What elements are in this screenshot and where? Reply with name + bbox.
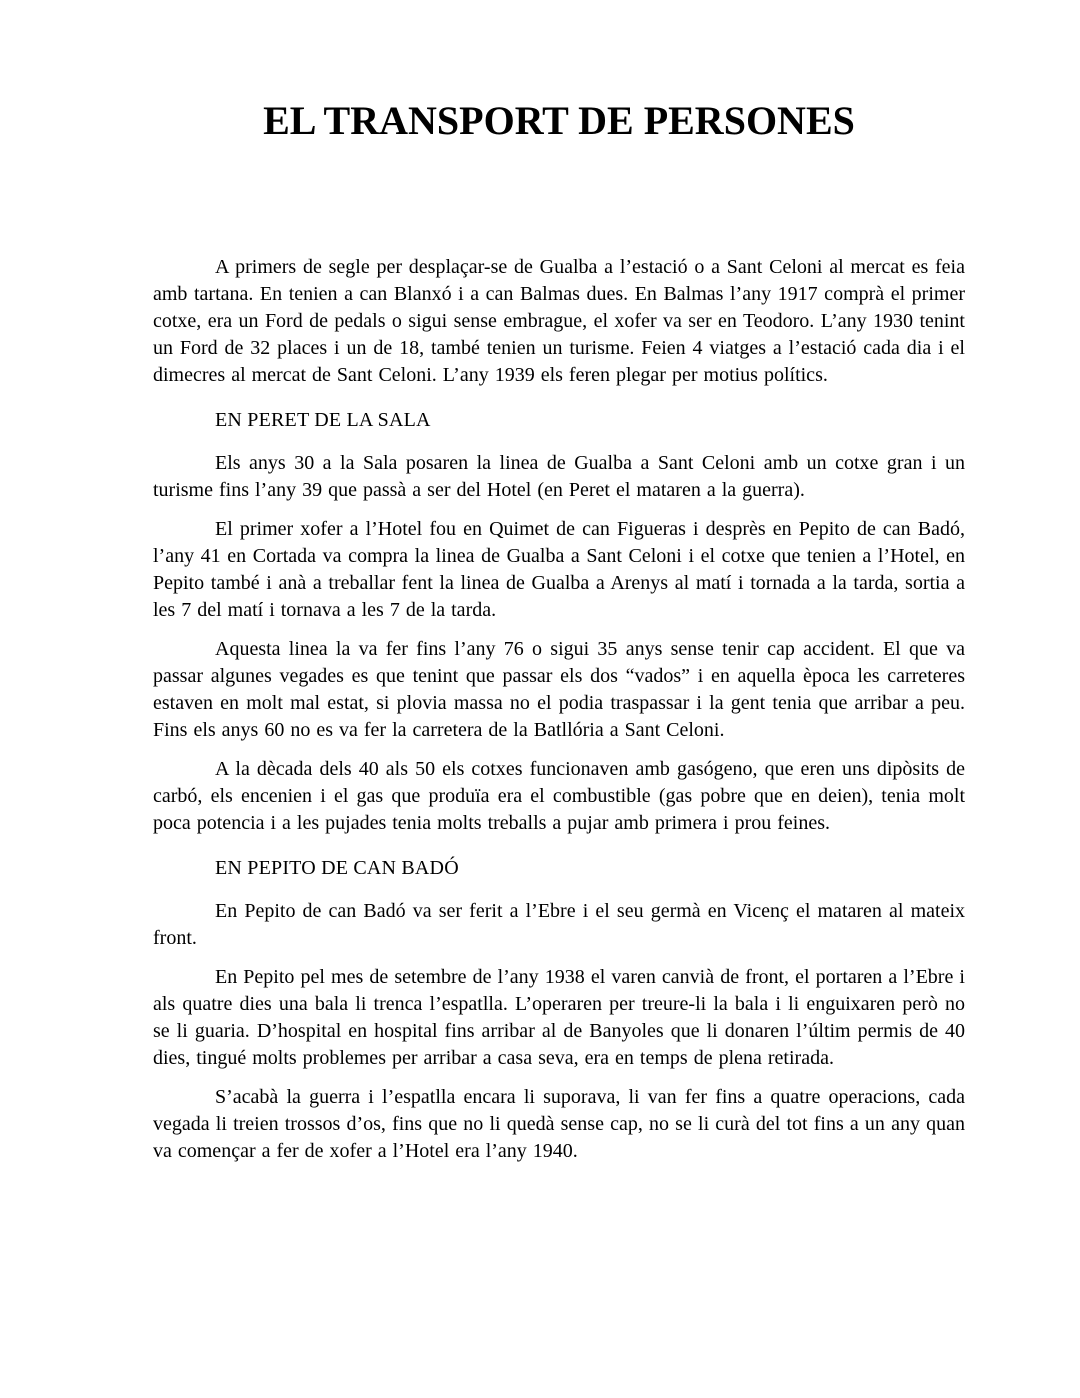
body-paragraph: En Pepito de can Badó va ser ferit a l’Ebre i el seu germà en Vicenç el mataren al mateix front. [153, 900, 965, 949]
section-heading: EN PEPITO DE CAN BADÓ [215, 857, 459, 879]
body-paragraph: S’acabà la guerra i l’espatlla encara li suporava, li van fer fins a quatre operacions, cada vegada li treien trossos d’os, fins que no li quedà sense cap, no se li curà del tot fins a un any quan va començar a fer de xofer a l’Hotel era l’any 1940. [153, 1086, 965, 1162]
body-paragraph: Els anys 30 a la Sala posaren la linea de Gualba a Sant Celoni amb un cotxe gran i un turisme fins l’any 39 que passà a ser del Hotel (en Peret el mataren a la guerra). [153, 452, 965, 501]
body-paragraph: El primer xofer a l’Hotel fou en Quimet de can Figueras i desprès en Pepito de can Badó, l’any 41 en Cortada va compra la linea de Gualba a Sant Celoni i el cotxe que tenien a l’Hotel, en Pepito també i anà a treballar fent la linea de Gualba a Arenys al matí i tornada a la tarda, sortia a les 7 del matí i tornava a les 7 de la tarda. [153, 518, 965, 621]
body-paragraph: En Pepito pel mes de setembre de l’any 1938 el varen canvià de front, el portaren a l’Ebre i als quatre dies una bala li trenca l’espatlla. L’operaren per treure-li la bala i li enguixaren però no se li guaria. D’hospital en hospital fins arribar al de Banyoles que li donaren l’últim permis de 40 dies, tingué molts problemes per arribar a casa seva, era en temps de plena retirada. [153, 966, 965, 1069]
body-paragraph: A primers de segle per desplaçar-se de Gualba a l’estació o a Sant Celoni al mercat es feia amb tartana. En tenien a can Blanxó i a can Balmas dues. En Balmas l’any 1917 comprà el primer cotxe, era un Ford de pedals o sigui sense embrague, el xofer va ser en Teodoro. L’any 1930 tenint un Ford de 32 places i un de 18, també tenien un turisme. Feien 4 viatges a l’estació cada dia i el dimecres al mercat de Sant Celoni. L’any 1939 els feren plegar per motius polítics. [153, 256, 965, 386]
section-heading: EN PERET DE LA SALA [215, 409, 431, 431]
document-title: EL TRANSPORT DE PERSONES [263, 98, 855, 143]
body-paragraph: Aquesta linea la va fer fins l’any 76 o sigui 35 anys sense tenir cap accident. El que va passar algunes vegades es que tenint que passar els dos “vados” i en aquella època les carreteres estaven en molt mal estat, si plovia massa no el podia traspassar i la gent tenia que arribar a peu. Fins els anys 60 no es va fer la carretera de la Batllória a Sant Celoni. [153, 638, 965, 741]
document-content [153, 254, 965, 1165]
body-paragraph: A la dècada dels 40 als 50 els cotxes funcionaven amb gasógeno, que eren uns dipòsits de carbó, els encenien i el gas que produïa era el combustible (gas pobre que en deien), tenia molt poca potencia i a les pujades tenia molts treballs a pujar amb primera i prou feines. [153, 758, 965, 834]
